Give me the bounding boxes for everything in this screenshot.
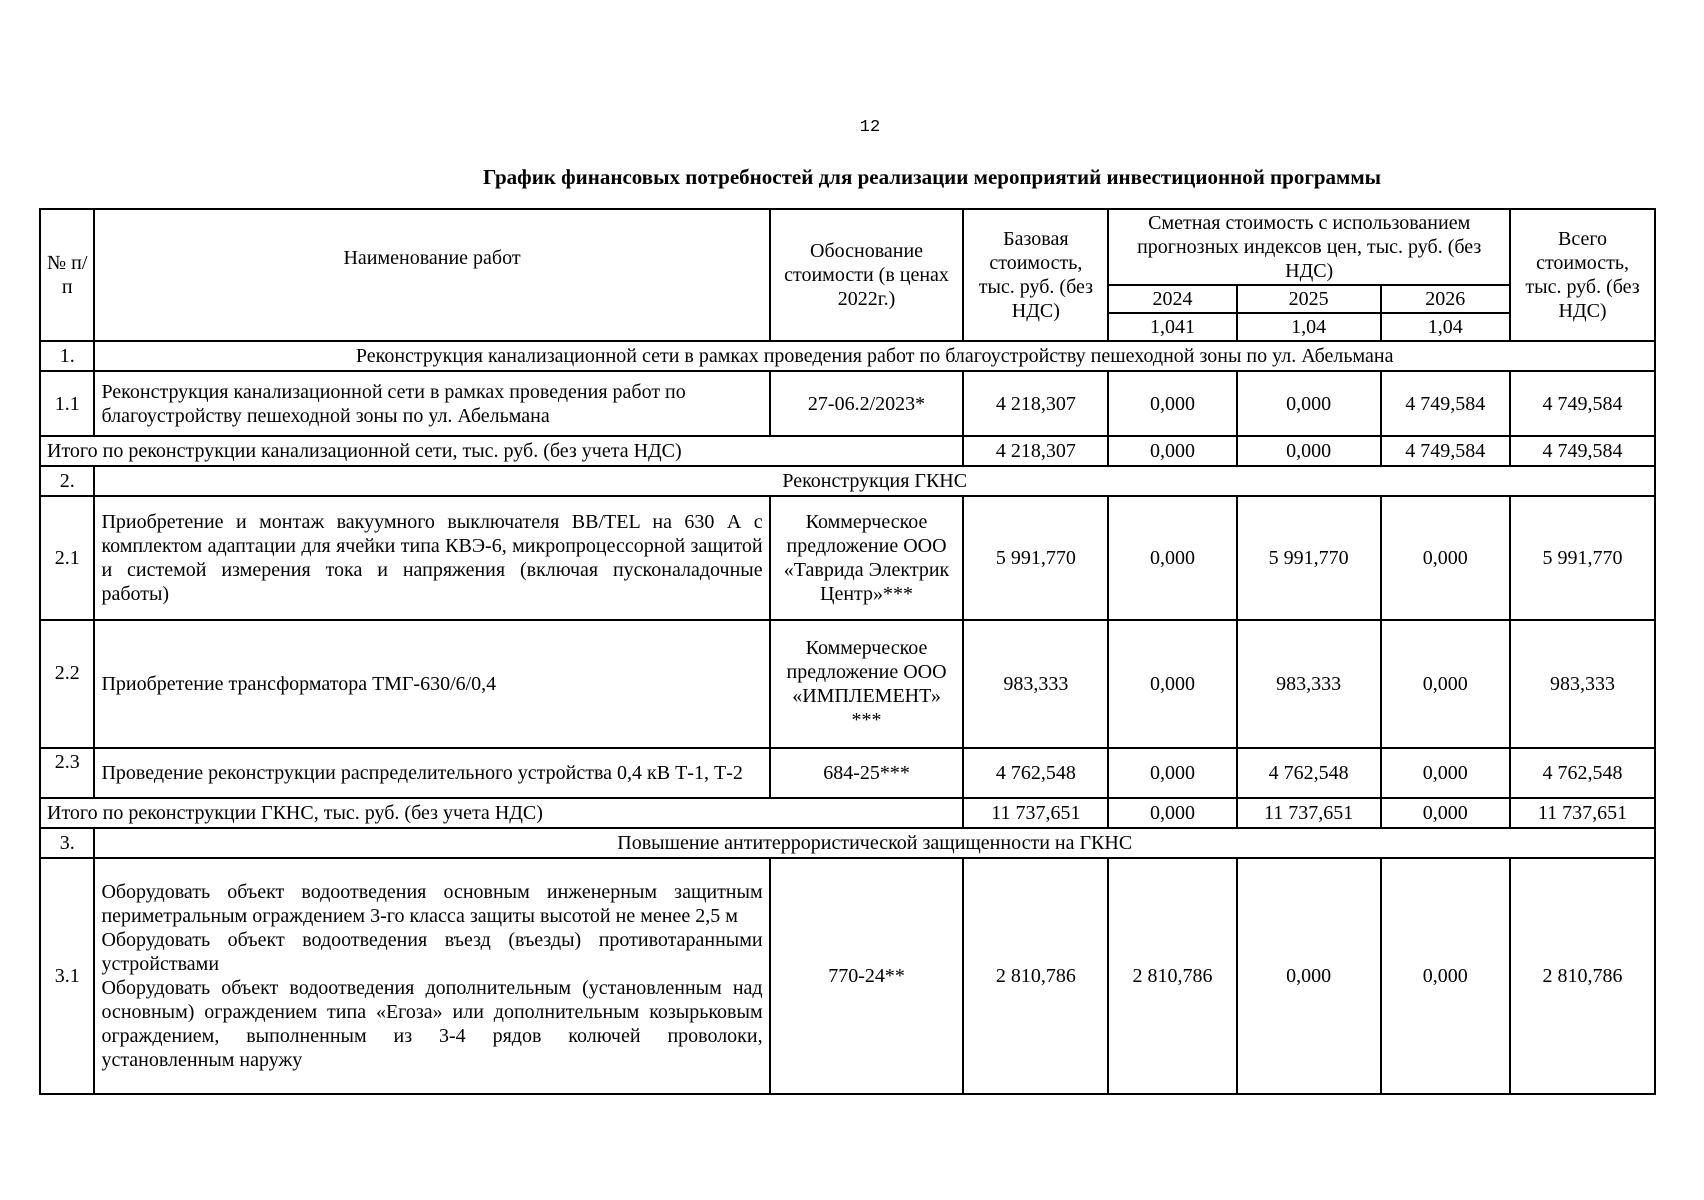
header-name: Наименование работ: [94, 209, 769, 341]
row-base-cost: 4 762,548: [963, 748, 1108, 798]
subtotal-label: Итого по реконструкции ГКНС, тыс. руб. (без учета НДС): [40, 798, 963, 828]
subtotal-2024: 0,000: [1108, 436, 1237, 466]
table-row: [40, 371, 1655, 436]
row-base-cost: 2 810,786: [963, 858, 1108, 1094]
row-2024: 2 810,786: [1108, 858, 1237, 1094]
row-2024: 0,000: [1108, 371, 1237, 436]
section-row: [40, 341, 1655, 371]
row-2025: 4 762,548: [1237, 748, 1381, 798]
subtotal-2026: 4 749,584: [1381, 436, 1511, 466]
row-2026: 0,000: [1381, 748, 1511, 798]
row-total: 4 749,584: [1510, 371, 1655, 436]
section-title: Повышение антитеррористической защищенности на ГКНС: [94, 828, 1655, 858]
row-2026: 0,000: [1381, 496, 1511, 620]
row-number: 3.1: [40, 858, 94, 1094]
section-number: 2.: [40, 466, 94, 496]
row-number: 2.3: [40, 748, 94, 798]
subtotal-2025: 11 737,651: [1237, 798, 1381, 828]
row-base-cost: 983,333: [963, 620, 1108, 748]
row-2026: 0,000: [1381, 858, 1511, 1094]
row-2026: 4 749,584: [1381, 371, 1511, 436]
header-year: 2026: [1381, 285, 1511, 313]
row-name: Приобретение трансформатора ТМГ-630/6/0,4: [94, 620, 769, 748]
page-number: 12: [859, 118, 881, 137]
row-name-line: Оборудовать объект водоотведения въезд (въезды) противотаранными устройствами: [101, 929, 763, 975]
row-basis: 684-25***: [770, 748, 964, 798]
row-2025: 5 991,770: [1237, 496, 1381, 620]
subtotal-row: [40, 798, 1655, 828]
row-2024: 0,000: [1108, 496, 1237, 620]
header-basis: Обоснование стоимости (в ценах 2022г.): [770, 209, 964, 341]
row-2025: 983,333: [1237, 620, 1381, 748]
table-row: [40, 858, 1655, 1094]
table-row: [40, 620, 1655, 748]
subtotal-2026: 0,000: [1381, 798, 1511, 828]
header-row: [40, 209, 1655, 285]
section-number: 3.: [40, 828, 94, 858]
row-name: Приобретение и монтаж вакуумного выключателя BB/TEL на 630 А с комплектом адаптации для ячейки типа КВЭ-6, микропроцессорной защитой и системой измерения тока и напряжения (включая пусконаладочные работы): [94, 496, 769, 620]
section-row: [40, 828, 1655, 858]
header-base-cost: Базовая стоимость, тыс. руб. (без НДС): [963, 209, 1108, 341]
row-2026: 0,000: [1381, 620, 1511, 748]
row-base-cost: 5 991,770: [963, 496, 1108, 620]
subtotal-base-cost: 11 737,651: [963, 798, 1108, 828]
header-index: 1,041: [1108, 313, 1237, 341]
row-total: 983,333: [1510, 620, 1655, 748]
subtotal-total: 11 737,651: [1510, 798, 1655, 828]
header-no: № п/п: [40, 209, 94, 341]
header-year: 2024: [1108, 285, 1237, 313]
row-number: 2.1: [40, 496, 94, 620]
subtotal-base-cost: 4 218,307: [963, 436, 1108, 466]
row-name-line: Оборудовать объект водоотведения основным инженерным защитным периметральным ограждением 3-го класса защиты высотой не менее 2,5 м: [101, 881, 763, 927]
row-basis: Коммерческое предложение ООО «ИМПЛЕМЕНТ» ***: [770, 620, 964, 748]
header-index: 1,04: [1237, 313, 1381, 341]
row-name: [94, 858, 769, 1094]
header-total: Всего стоимость, тыс. руб. (без НДС): [1510, 209, 1655, 341]
row-base-cost: 4 218,307: [963, 371, 1108, 436]
section-number: 1.: [40, 341, 94, 371]
subtotal-total: 4 749,584: [1510, 436, 1655, 466]
row-total: 2 810,786: [1510, 858, 1655, 1094]
row-basis: 770-24**: [770, 858, 964, 1094]
row-name: Проведение реконструкции распределительного устройства 0,4 кВ Т-1, Т-2: [94, 748, 769, 798]
table-row: [40, 748, 1655, 798]
document-title: График финансовых потребностей для реализации мероприятий инвестиционной программы: [482, 165, 1382, 189]
section-row: [40, 466, 1655, 496]
row-number: 1.1: [40, 371, 94, 436]
row-total: 4 762,548: [1510, 748, 1655, 798]
subtotal-label: Итого по реконструкции канализационной сети, тыс. руб. (без учета НДС): [40, 436, 963, 466]
subtotal-row: [40, 436, 1655, 466]
subtotal-2025: 0,000: [1237, 436, 1381, 466]
row-2025: 0,000: [1237, 858, 1381, 1094]
section-title: Реконструкция ГКНС: [94, 466, 1655, 496]
financial-needs-table: [39, 208, 1656, 1095]
table-row: [40, 496, 1655, 620]
header-year: 2025: [1237, 285, 1381, 313]
header-estimated-cost: Сметная стоимость с использованием прогнозных индексов цен, тыс. руб. (без НДС): [1108, 209, 1510, 285]
subtotal-2024: 0,000: [1108, 798, 1237, 828]
row-basis: Коммерческое предложение ООО «Таврида Электрик Центр»***: [770, 496, 964, 620]
row-name-line: Оборудовать объект водоотведения дополнительным (установленным над основным) ограждением типа «Егоза» или дополнительным козырьковым ограждением, выполненным из 3-4 рядов колючей проволоки, установленным наружу: [101, 977, 763, 1071]
row-basis: 27-06.2/2023*: [770, 371, 964, 436]
row-name: Реконструкция канализационной сети в рамках проведения работ по благоустройству пешеходной зоны по ул. Абельмана: [94, 371, 769, 436]
header-index: 1,04: [1381, 313, 1511, 341]
row-number: 2.2: [40, 620, 94, 748]
row-2024: 0,000: [1108, 748, 1237, 798]
row-2024: 0,000: [1108, 620, 1237, 748]
row-2025: 0,000: [1237, 371, 1381, 436]
section-title: Реконструкция канализационной сети в рамках проведения работ по благоустройству пешеходной зоны по ул. Абельмана: [94, 341, 1655, 371]
row-total: 5 991,770: [1510, 496, 1655, 620]
